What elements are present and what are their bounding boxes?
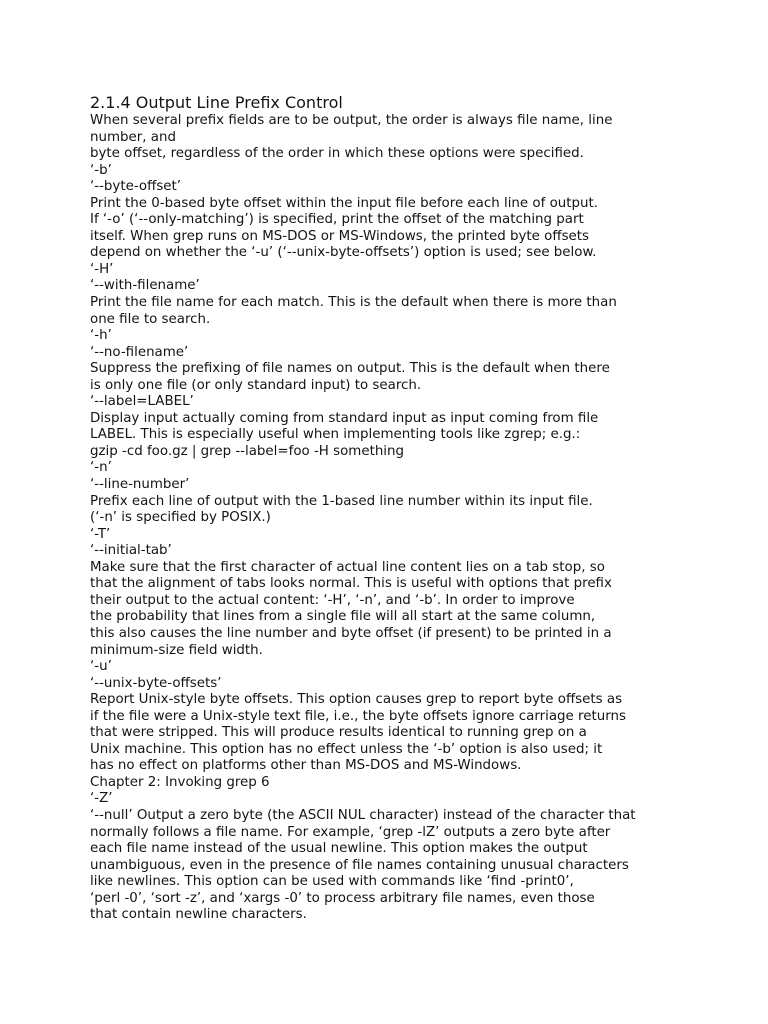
text-line: like newlines. This option can be used with commands like ‘find -print0’, [90, 874, 574, 890]
text-line: If ‘-o’ (‘--only-matching’) is specified, print the offset of the matching part [90, 212, 584, 228]
text-line: ‘-b’ [90, 162, 112, 178]
text-line: Report Unix-style byte offsets. This option causes grep to report byte offsets as [90, 692, 623, 708]
text-line: minimum-size field width. [90, 642, 263, 658]
text-line: unambiguous, even in the presence of file names containing unusual characters [90, 857, 629, 873]
text-line: ‘--with-filename’ [90, 278, 200, 294]
text-line: (‘-n’ is specified by POSIX.) [90, 510, 271, 526]
text-line: Unix machine. This option has no effect unless the ‘-b’ option is also used; it [90, 741, 603, 757]
text-line: has no effect on platforms other than MS-DOS and MS-Windows. [90, 758, 522, 774]
text-line: if the file were a Unix-style text file, i.e., the byte offsets ignore carriage returns [90, 708, 626, 724]
text-line: the probability that lines from a single file will all start at the same column, [90, 609, 596, 625]
text-line: ‘--no-filename’ [90, 344, 189, 360]
text-line: number, and [90, 129, 176, 145]
text-line: Print the file name for each match. This is the default when there is more than [90, 295, 617, 311]
text-line: depend on whether the ‘-u’ (‘--unix-byte-offsets’) option is used; see below. [90, 245, 597, 261]
text-line: that contain newline characters. [90, 907, 307, 923]
text-line: ‘--initial-tab’ [90, 543, 172, 559]
text-line: itself. When grep runs on MS-DOS or MS-Windows, the printed byte offsets [90, 228, 590, 244]
text-line: Display input actually coming from standard input as input coming from file [90, 410, 599, 426]
text-line: each file name instead of the usual newline. This option makes the output [90, 841, 588, 857]
text-line: Prefix each line of output with the 1-based line number within its input file. [90, 493, 593, 509]
text-line: that were stripped. This will produce results identical to running grep on a [90, 725, 587, 741]
text-line: ‘-Z’ [90, 791, 113, 807]
text-line: normally follows a file name. For example, ‘grep -lZ’ outputs a zero byte after [90, 824, 611, 840]
text-line: gzip -cd foo.gz | grep --label=foo -H something [90, 443, 405, 459]
text-line: ‘--byte-offset’ [90, 179, 182, 195]
text-line: Make sure that the first character of actual line content lies on a tab stop, so [90, 559, 605, 575]
text-line: one file to search. [90, 311, 211, 327]
text-line: When several prefix fields are to be output, the order is always file name, line [90, 113, 613, 128]
text-line: ‘-h’ [90, 328, 112, 344]
text-line: LABEL. This is especially useful when implementing tools like zgrep; e.g.: [90, 427, 581, 443]
text-line: ‘-u’ [90, 659, 112, 675]
text-line: ‘-n’ [90, 460, 112, 476]
text-line: ‘--label=LABEL’ [90, 394, 194, 410]
document-page [90, 93, 690, 924]
text-line: this also causes the line number and byte offset (if present) to be printed in a [90, 625, 612, 641]
text-line: Suppress the prefixing of file names on output. This is the default when there [90, 361, 610, 377]
text-line: Print the 0-based byte offset within the input file before each line of output. [90, 195, 598, 211]
text-line: ‘--line-number’ [90, 477, 190, 493]
text-line: ‘-T’ [90, 526, 111, 542]
text-line: ‘-H’ [90, 261, 114, 277]
document-body [90, 113, 690, 924]
section-heading: 2.1.4 Output Line Prefix Control [90, 93, 343, 112]
text-line: is only one file (or only standard input) to search. [90, 377, 422, 393]
text-line: ‘--null’ Output a zero byte (the ASCII NUL character) instead of the character that [90, 807, 636, 823]
text-line: Chapter 2: Invoking grep 6 [90, 774, 270, 790]
text-line: ‘perl -0’, ‘sort -z’, and ‘xargs -0’ to process arbitrary file names, even those [90, 890, 595, 906]
text-line: ‘--unix-byte-offsets’ [90, 675, 222, 691]
text-line: their output to the actual content: ‘-H’, ‘-n’, and ‘-b’. In order to improve [90, 592, 575, 608]
text-line: byte offset, regardless of the order in which these options were specified. [90, 146, 584, 162]
text-line: that the alignment of tabs looks normal. This is useful with options that prefix [90, 576, 612, 592]
